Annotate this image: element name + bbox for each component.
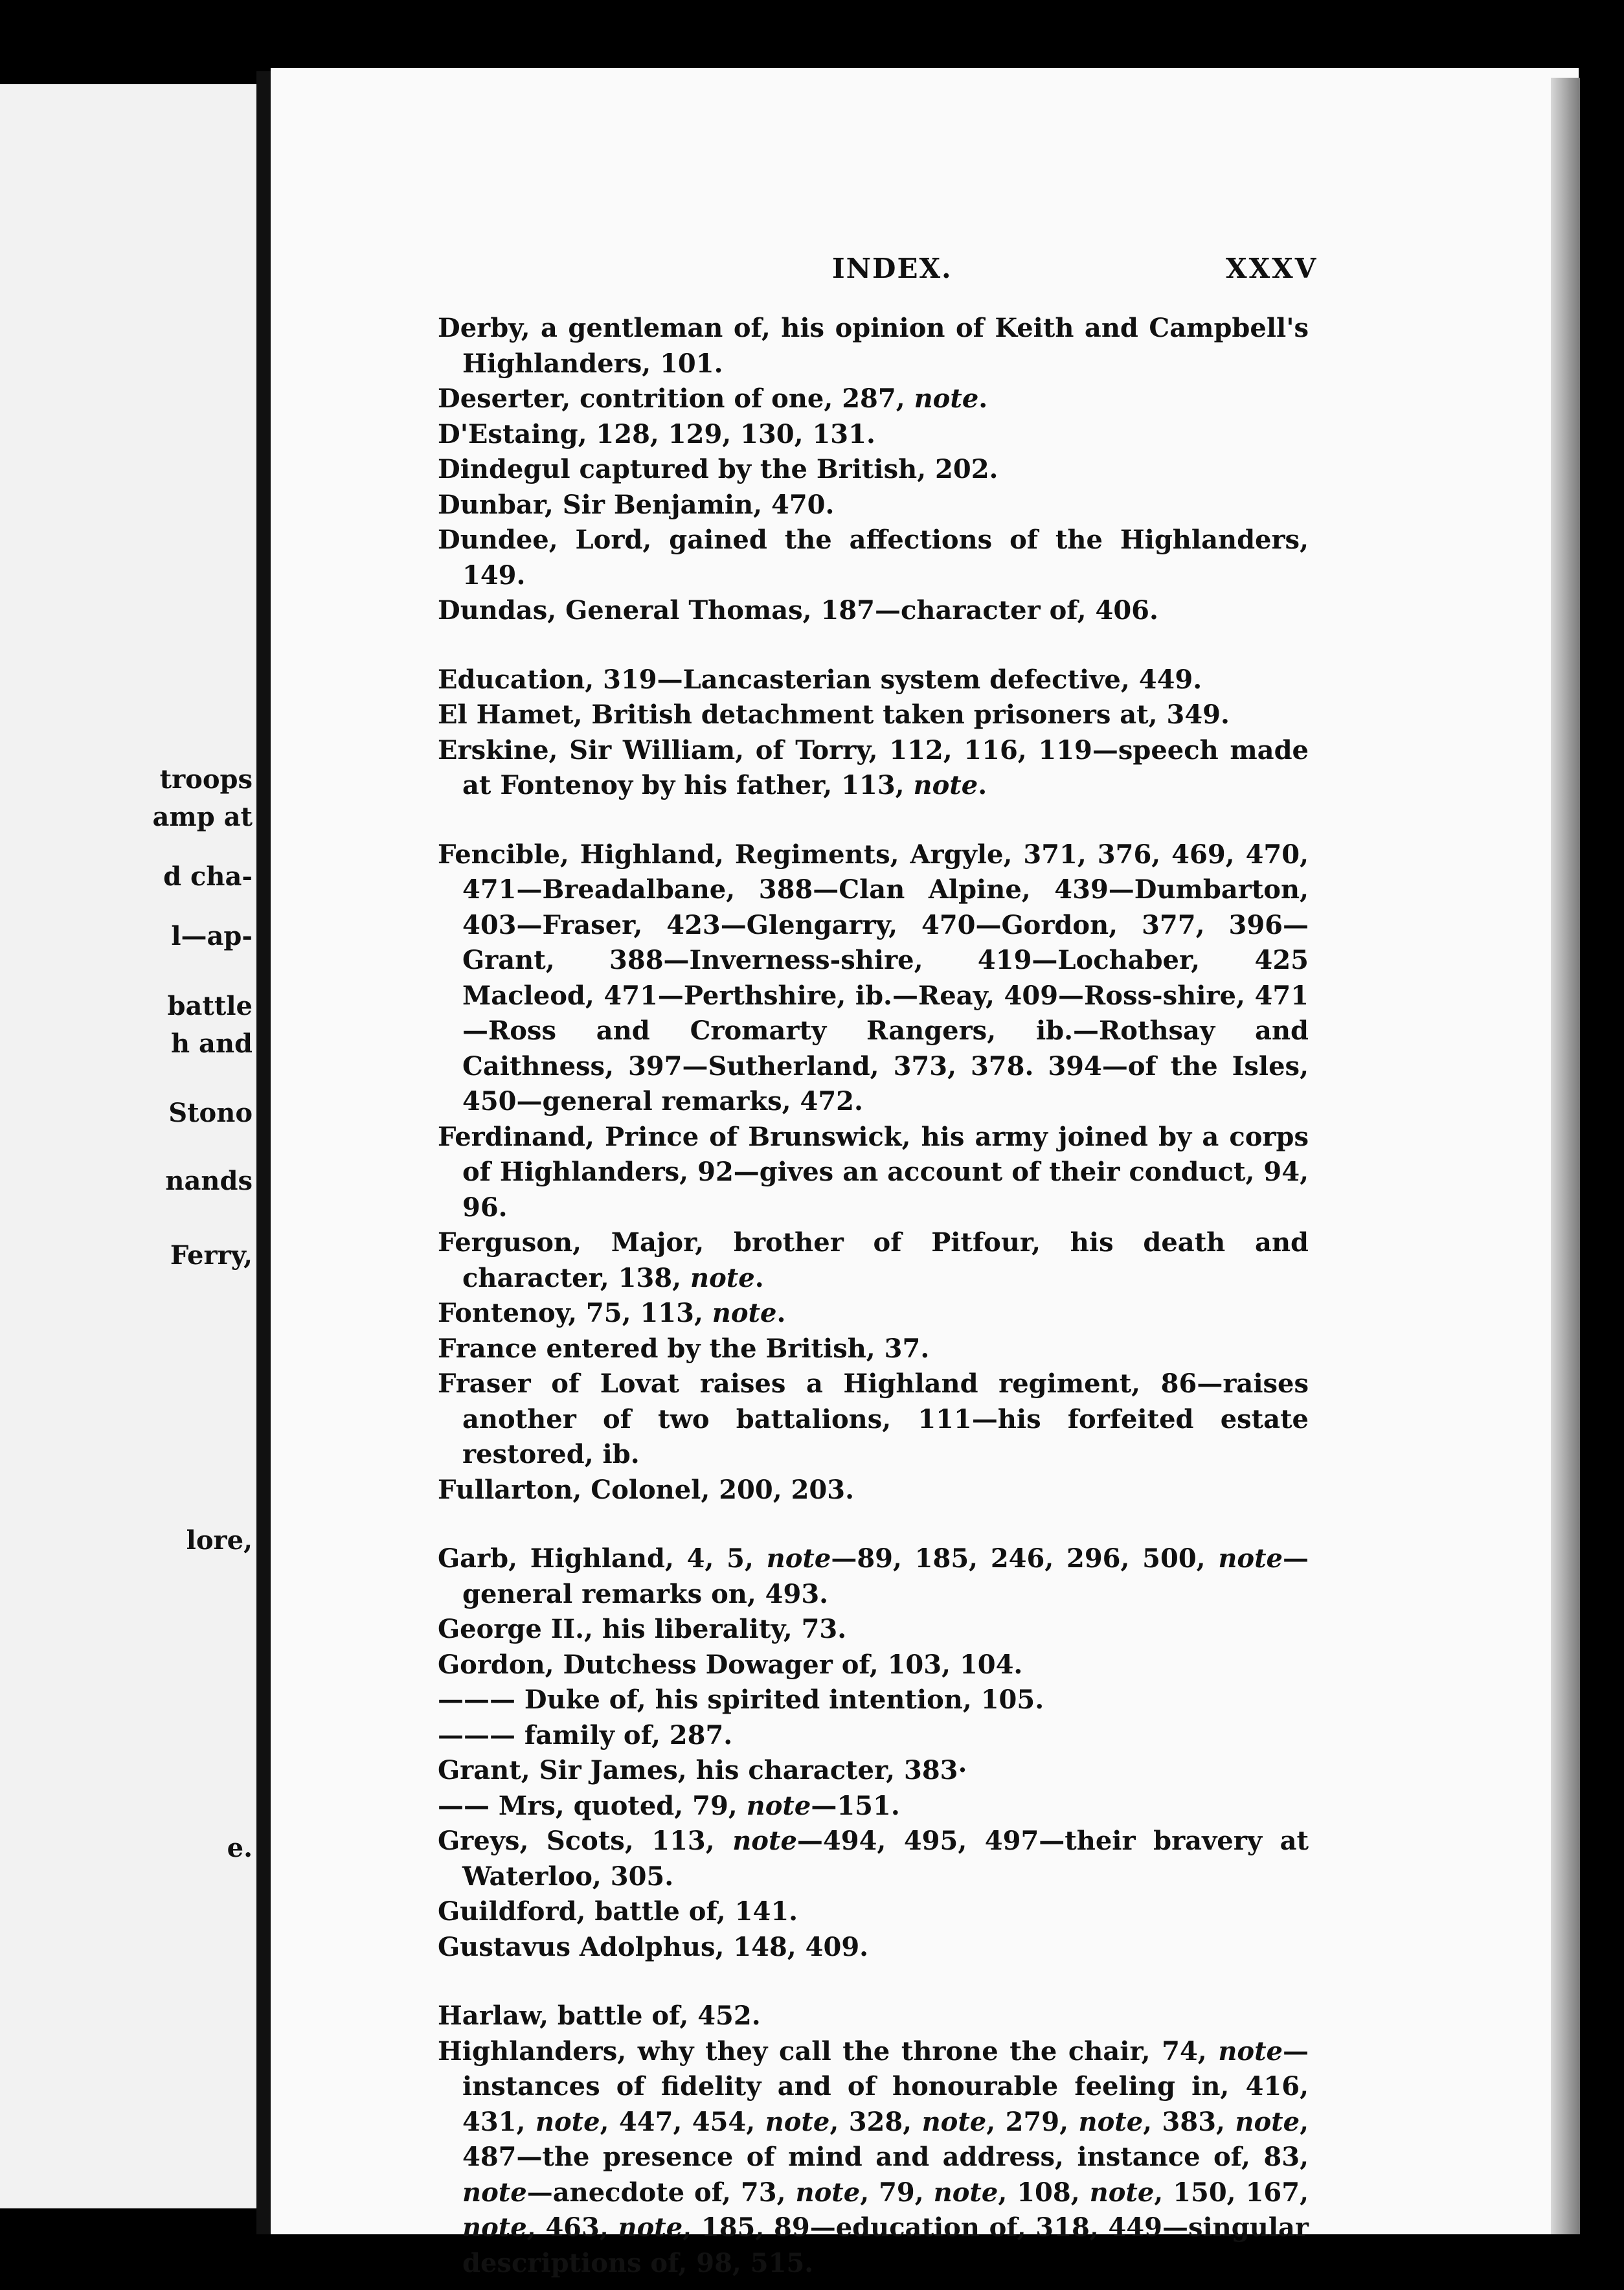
page-edge-shadow — [1551, 78, 1580, 2234]
index-entry-garb: Garb, Highland, 4, 5, note—89, 185, 246, 296, 500, note—general remarks on, 493. — [438, 1543, 1309, 1609]
index-entry-erskine: Erskine, Sir William, of Torry, 112, 116, 119—speech made at Fontenoy by his father, 113, note. — [438, 734, 1309, 800]
index-entry-education: Education, 319—Lancasterian system defective, 449. — [438, 664, 1202, 695]
index-entry-greys: Greys, Scots, 113, note—494, 495, 497—their bravery at Waterloo, 305. — [438, 1826, 1309, 1892]
index-entries — [438, 311, 1309, 2281]
running-title: INDEX. — [832, 253, 953, 284]
index-entry-gordon-dutchess: Gordon, Dutchess Dowager of, 103, 104. — [438, 1649, 1023, 1680]
facing-page-fragment: troops — [159, 764, 253, 795]
facing-page-fragment: h and — [171, 1028, 253, 1059]
facing-page-fragment: amp at — [152, 802, 253, 832]
facing-page-fragment: lore, — [186, 1525, 253, 1556]
index-entry-dundas: Dundas, General Thomas, 187—character of, 406. — [438, 595, 1158, 626]
index-entry-dundee: Dundee, Lord, gained the affections of the Highlanders, 149. — [438, 525, 1309, 591]
index-entry-fullarton: Fullarton, Colonel, 200, 203. — [438, 1474, 854, 1505]
index-entry-ferdinand: Ferdinand, Prince of Brunswick, his army joined by a corps of Highlanders, 92—gives an account of their conduct, 94, 96. — [438, 1121, 1309, 1223]
index-entry-france: France entered by the British, 37. — [438, 1333, 930, 1364]
index-entry-fontenoy: Fontenoy, 75, 113, note. — [438, 1298, 786, 1328]
facing-page-fragment: e. — [227, 1833, 253, 1863]
index-entry-grant-mrs: —— Mrs, quoted, 79, note—151. — [438, 1790, 900, 1821]
facing-page-edge — [0, 84, 256, 2208]
index-entry-harlaw: Harlaw, battle of, 452. — [438, 2001, 761, 2031]
index-entry-dunbar: Dunbar, Sir Benjamin, 470. — [438, 489, 835, 520]
index-entry-gustavus: Gustavus Adolphus, 148, 409. — [438, 1931, 869, 1962]
facing-page-fragment: l—ap- — [171, 921, 253, 951]
index-entry-gordon-duke: ——— Duke of, his spirited intention, 105. — [438, 1684, 1044, 1715]
index-entry-guildford: Guildford, battle of, 141. — [438, 1896, 798, 1927]
facing-page-fragment: d cha- — [163, 861, 253, 892]
index-entry-highlanders: Highlanders, why they call the throne the chair, 74, note—instances of fidelity and of honourable feeling in, 416, 431, note, 447, 454, note, 328, note, 279, note, 383, note, 487—the presence of mind and address, instance of, 83, note—anecdote of, 73, note, 79, note, 108, note, 150, 167, note, 463, note, 185, 89—education of, 318, 449—singular descriptions of, 98, 515. — [438, 2035, 1309, 2278]
book-gutter — [256, 71, 271, 2234]
facing-page-fragment: Ferry, — [170, 1240, 253, 1271]
facing-page-fragment: nands — [165, 1166, 253, 1196]
index-entry-fencible: Fencible, Highland, Regiments, Argyle, 371, 376, 469, 470, 471—Breadalbane, 388—Clan Alpine, 439—Dumbarton, 403—Fraser, 423—Glengarry, 470—Gordon, 377, 396—Grant, 388—Inverness-shire, 419—Lochaber, 425 Macleod, 471—Perthshire, ib.—Reay, 409—Ross-shire, 471—Ross and Cromarty Rangers, ib.—Rothsay and Caithness, 397—Sutherland, 373, 378. 394—of the Isles, 450—general remarks, 472. — [438, 839, 1309, 1117]
index-entry-ferguson: Ferguson, Major, brother of Pitfour, his death and character, 138, note. — [438, 1227, 1309, 1293]
index-entry-grant-james: Grant, Sir James, his character, 383· — [438, 1755, 967, 1786]
index-entry-gordon-family: ——— family of, 287. — [438, 1719, 733, 1751]
index-entry-deserter: Deserter, contrition of one, 287, note. — [438, 383, 988, 414]
index-entry-destaing: D'Estaing, 128, 129, 130, 131. — [438, 418, 875, 449]
page-number: XXXV — [1226, 253, 1318, 284]
index-entry-fraser: Fraser of Lovat raises a Highland regiment, 86—raises another of two battalions, 111—his forfeited estate restored, ib. — [438, 1368, 1309, 1469]
index-entry-derby: Derby, a gentleman of, his opinion of Keith and Campbell's Highlanders, 101. — [438, 313, 1309, 379]
facing-page-fragment: battle — [167, 991, 253, 1021]
index-entry-george-ii: George II., his liberality, 73. — [438, 1614, 847, 1644]
index-entry-dindegul: Dindegul captured by the British, 202. — [438, 454, 998, 484]
index-entry-el-hamet: El Hamet, British detachment taken prisoners at, 349. — [438, 699, 1230, 730]
facing-page-fragment: Stono — [168, 1098, 253, 1128]
